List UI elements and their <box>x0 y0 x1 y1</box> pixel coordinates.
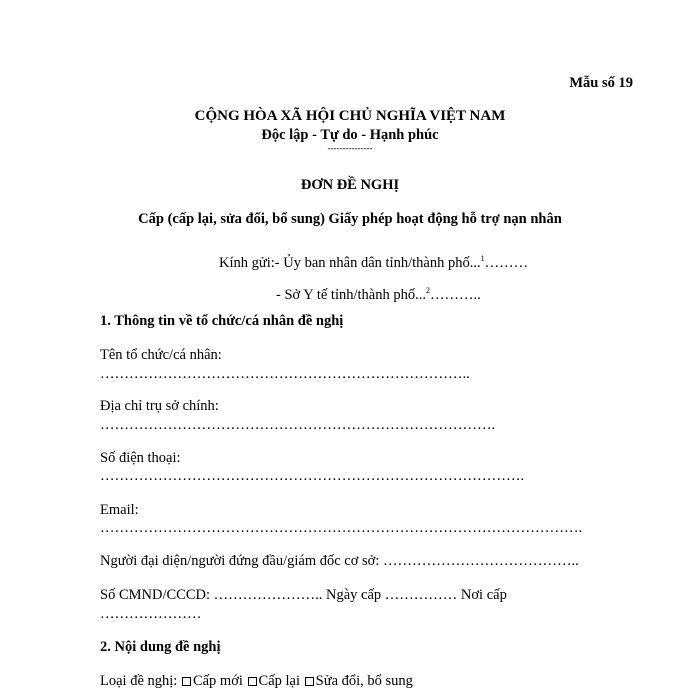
phone-field[interactable]: ……………………………………………………………………………. <box>100 468 525 484</box>
email-label: Email: <box>100 502 139 518</box>
request-type-row <box>100 673 413 690</box>
checkbox-reissue[interactable] <box>248 677 257 686</box>
issue-place-label: Nơi cấp <box>460 587 507 603</box>
option-reissue-label: Cấp lại <box>258 673 301 689</box>
option-new[interactable] <box>181 673 243 689</box>
org-name-label: Tên tổ chức/cá nhân: <box>100 347 222 363</box>
email-field[interactable]: ………………………………………………………………………………………. <box>100 520 583 536</box>
id-row <box>100 587 507 604</box>
option-amend[interactable] <box>304 673 413 689</box>
id-field[interactable]: ………………….. <box>213 587 323 603</box>
option-reissue[interactable] <box>247 673 300 689</box>
recipient-line-1 <box>219 255 528 272</box>
option-new-label: Cấp mới <box>192 673 243 689</box>
request-type-label: Loại đề nghị: <box>100 673 178 689</box>
representative-label: Người đại diện/người đứng đầu/giám đốc cơ sở: <box>100 553 380 569</box>
option-amend-label: Sửa đổi, bổ sung <box>315 673 413 689</box>
org-name-field[interactable]: ………………………………………………………………….. <box>100 366 470 382</box>
representative-field[interactable]: ………………………………….. <box>382 553 579 569</box>
checkbox-new[interactable] <box>182 677 191 686</box>
checkbox-amend[interactable] <box>305 677 314 686</box>
issue-date-label: Ngày cấp <box>326 587 382 603</box>
section-2-heading: 2. Nội dung đề nghị <box>100 639 221 655</box>
issue-place-field[interactable]: ………………… <box>100 606 202 622</box>
representative-row <box>100 553 579 570</box>
footnote-1-marker: 1 <box>480 254 485 263</box>
recipient-2-dots: ……….. <box>429 287 481 303</box>
country-name: CỘNG HÒA XÃ HỘI CHỦ NGHĨA VIỆT NAM <box>194 108 506 124</box>
national-motto: Độc lập - Tự do - Hạnh phúc <box>261 127 439 143</box>
address-label: Địa chỉ trụ sở chính: <box>100 398 219 414</box>
recipient-2-text: - Sở Y tế tỉnh/thành phố... <box>276 287 426 303</box>
address-field[interactable]: ………………………………………………………………………. <box>100 417 496 433</box>
document-subtitle: Cấp (cấp lại, sửa đổi, bổ sung) Giấy phép hoạt động hỗ trợ nạn nhân <box>138 211 562 227</box>
id-label: Số CMND/CCCD: <box>100 587 210 603</box>
recipient-1-text: Kính gửi:- Ủy ban nhân dân tỉnh/thành phố... <box>219 255 481 271</box>
footnote-2-marker: 2 <box>425 286 430 295</box>
phone-label: Số điện thoại: <box>100 450 181 466</box>
section-1-heading: 1. Thông tin về tổ chức/cá nhân đề nghị <box>100 313 344 329</box>
motto-underline: --------------- <box>327 143 373 153</box>
form-number: Mẫu số 19 <box>569 75 633 91</box>
recipient-1-dots: ……… <box>484 255 529 271</box>
document-title: ĐƠN ĐỀ NGHỊ <box>300 177 400 193</box>
recipient-line-2 <box>276 287 481 304</box>
issue-date-field[interactable]: …………… <box>384 587 458 603</box>
